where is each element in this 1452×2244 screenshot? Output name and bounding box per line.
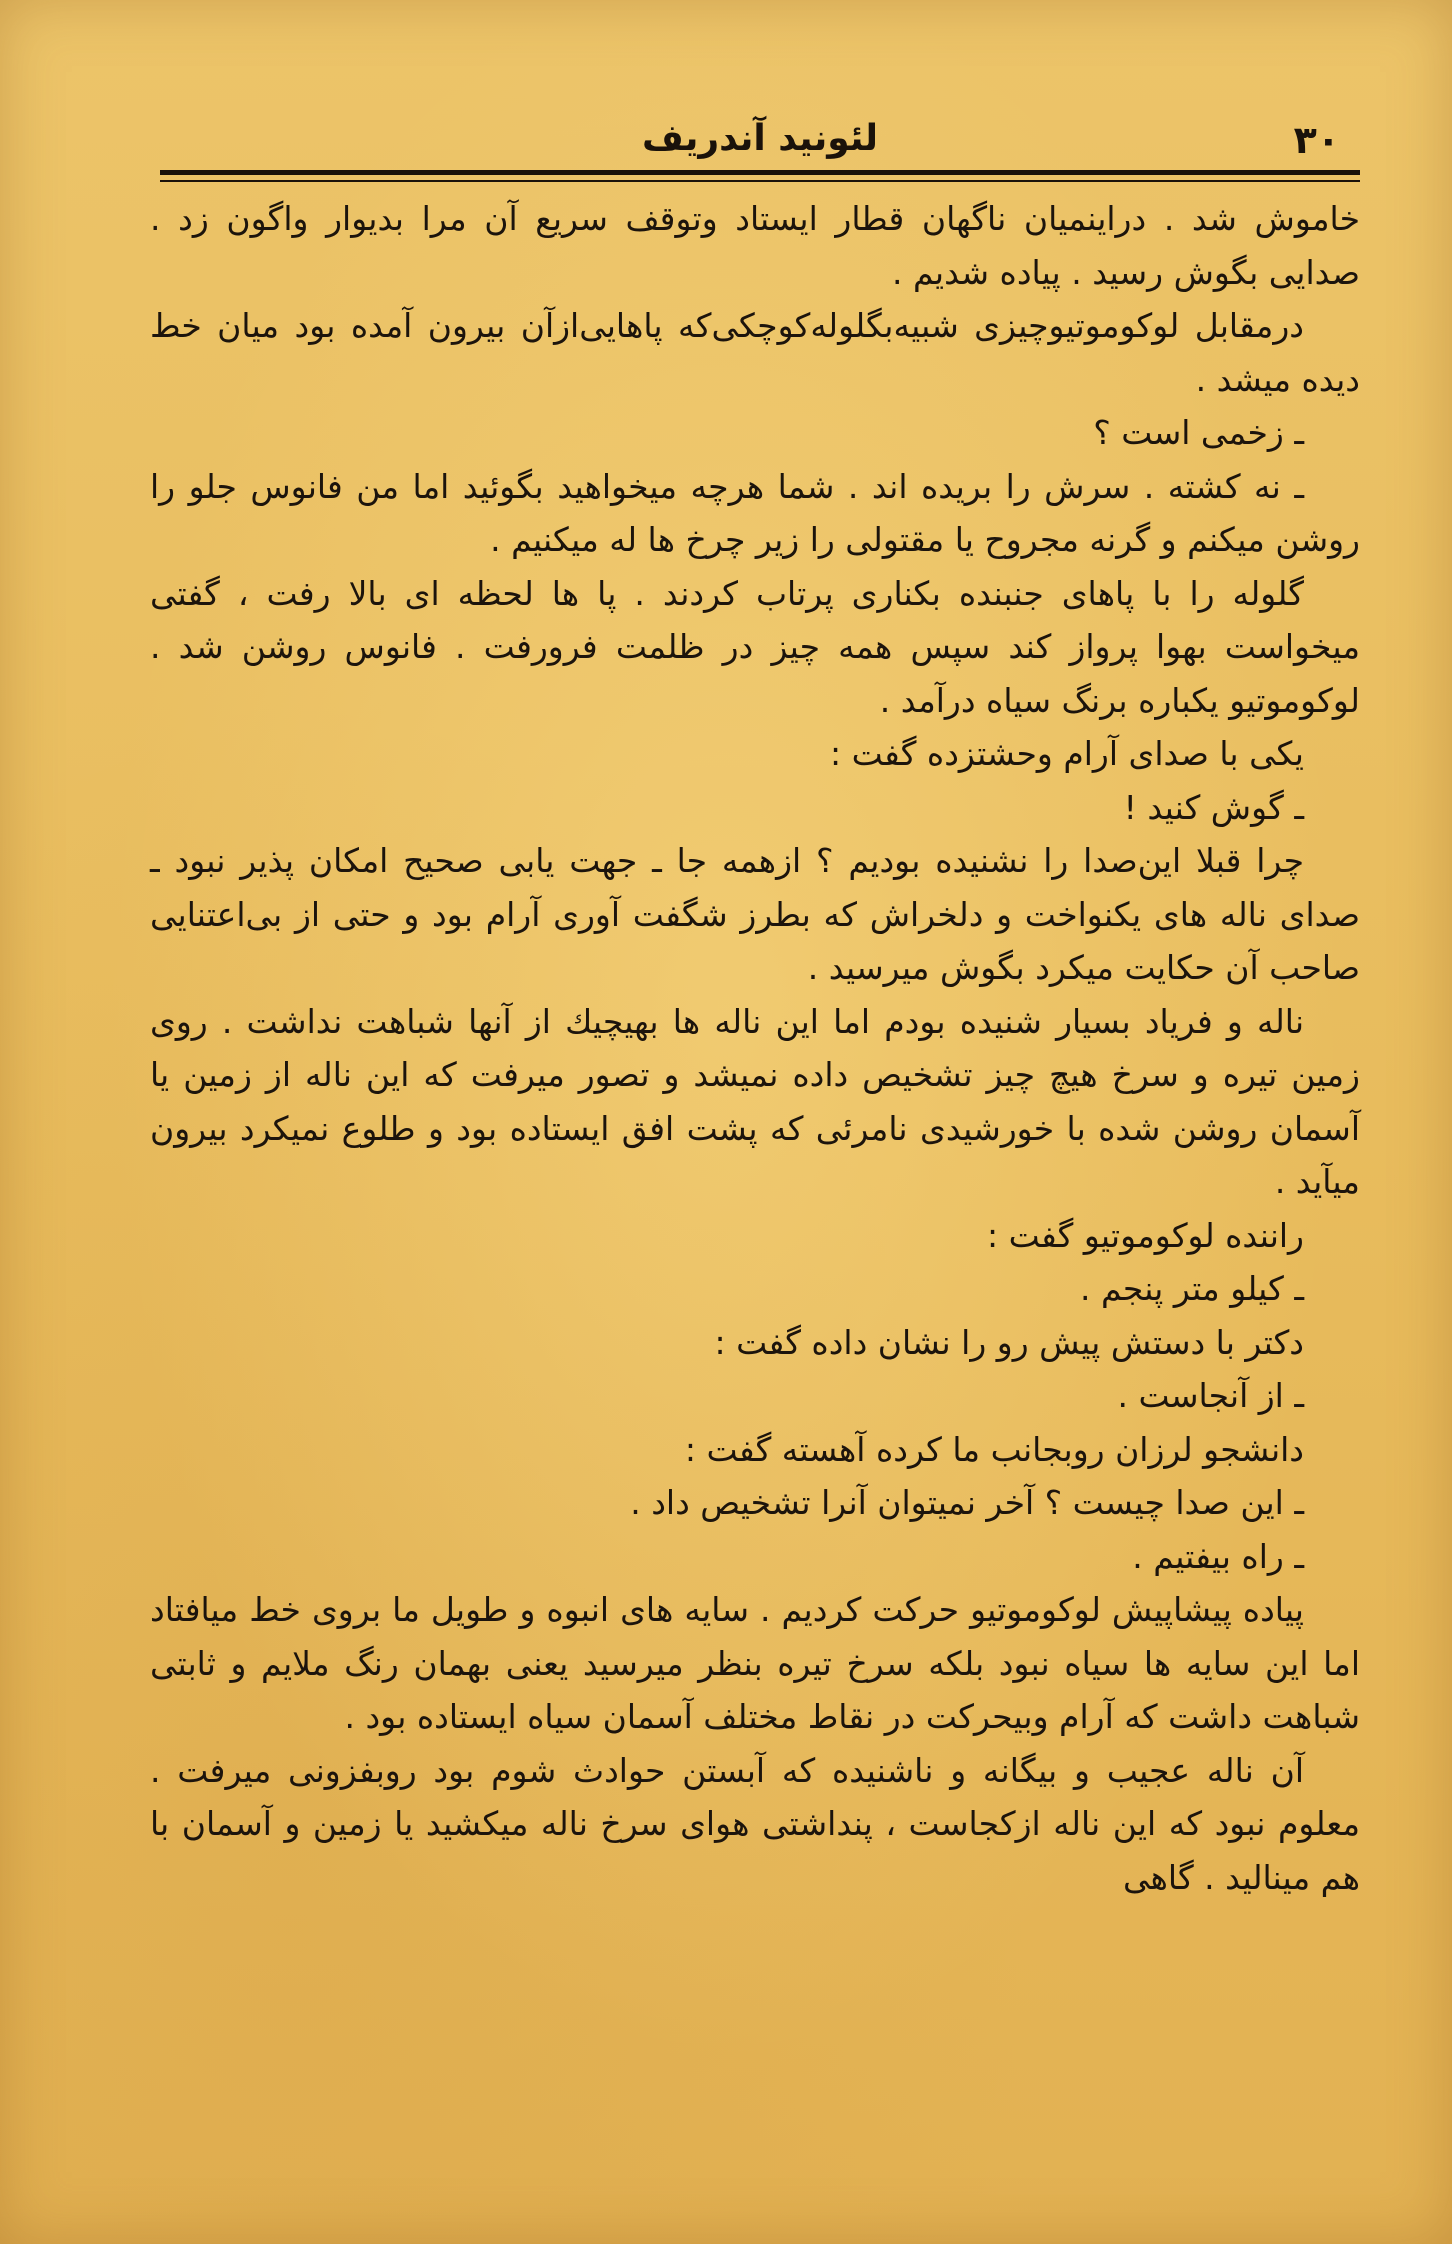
paragraph: راننده لوکوموتیو گفت : — [986, 1215, 1304, 1255]
paragraph: چرا قبلا این‌صدا را نشنیده بودیم ؟ ازهمه جا ـ جهت یابی صحیح امکان پذیر نبود ـ صدای ناله های یکنواخت و دلخراش که بطرز شگفت آوری آرام بود و حتی از بی‌اعتنایی صاحب آن حکایت میکرد بگوش میرسید . — [150, 841, 1360, 987]
dialogue-line: ـ این صدا چیست ؟ آخر نمیتوان آنرا تشخیص داد . — [630, 1483, 1304, 1522]
dialogue-line: ـ گوش کنید ! — [1123, 787, 1304, 827]
body-text — [150, 192, 1360, 1904]
dialogue-line: ـ کیلو متر پنجم . — [1079, 1269, 1304, 1308]
paragraph: آن ناله عجیب و بیگانه و ناشنیده که آبستن حوادث شوم بود رو‌بفزونی میرفت . معلوم نبود که این ناله ازکجاست ، پنداشتی هوای سرخ ناله میکشید یا زمین و آسمان با هم مینالید . گاهی — [150, 1750, 1360, 1897]
paragraph: درمقابل لوکوموتیوچیزی شبیه‌بگلوله‌کوچکی‌که پاهایی‌ازآن بیرون آمده بود میان خط دیده میشد . — [150, 306, 1360, 399]
paragraph: دکتر با دستش پیش رو را نشان داده گفت : — [714, 1322, 1304, 1362]
dialogue-line: ـ از آنجاست . — [1117, 1376, 1304, 1415]
paragraph: دانشجو لرزان روبجانب ما کرده آهسته گفت : — [684, 1429, 1304, 1469]
page-number: ۳۰ — [1293, 118, 1340, 162]
paragraph: ناله و فریاد بسیار شنیده بودم اما این ناله ها بهیچیك از آنها شباهت نداشت . روی زمین تیره و سرخ هیچ چیز تشخیص داده نمیشد و تصور میرفت که این ناله از زمین یا آسمان روشن شده با خورشیدی نامرئی که پشت افق ایستاده بود و طلوع نمیکرد بیرون میآید . — [150, 1001, 1360, 1201]
header-rule-thin — [160, 180, 1360, 182]
paragraph: ـ نه کشته . سرش را بریده اند . شما هرچه میخواهید بگوئید اما من فانوس جلو را روشن میکنم و گرنه مجروح یا مقتولی را زیر چرخ ها له میکنیم . — [150, 466, 1360, 559]
dialogue-line: ـ زخمی است ؟ — [1093, 413, 1304, 452]
running-title: لئونید آندریف — [641, 118, 879, 159]
header-rule-thick — [160, 170, 1360, 175]
paragraph: گلوله را با پاهای جنبنده بکناری پرتاب کردند . پا ها لحظه ای بالا رفت ، گفتی میخواست بهوا پرواز کند سپس همه چیز در ظلمت فرورفت . فانوس روشن شد . لوکوموتیو یکباره برنگ سیاه درآمد . — [150, 573, 1360, 720]
paragraph: یکی با صدای آرام وحشتزده گفت : — [830, 734, 1304, 773]
paragraph: پیاده پیشاپیش لوکوموتیو حرکت کردیم . سایه های انبوه و طویل ما بروی خط میافتاد اما این سایه ها سیاه نبود بلکه سرخ تیره بنظر میرسید یعنی بهمان رنگ ملایم و ثابتی شباهت داشت که آرام وبیحرکت در نقاط مختلف آسمان سیاه ایستاده بود . — [150, 1590, 1360, 1736]
page-header — [160, 118, 1360, 168]
paragraph: خاموش شد . دراینمیان ناگهان قطار ایستاد وتوقف سریع آن مرا بدیوار واگون زد . صدایی بگوش رسید . پیاده شدیم . — [150, 199, 1360, 292]
dialogue-line: ـ راه بیفتیم . — [1132, 1536, 1304, 1576]
